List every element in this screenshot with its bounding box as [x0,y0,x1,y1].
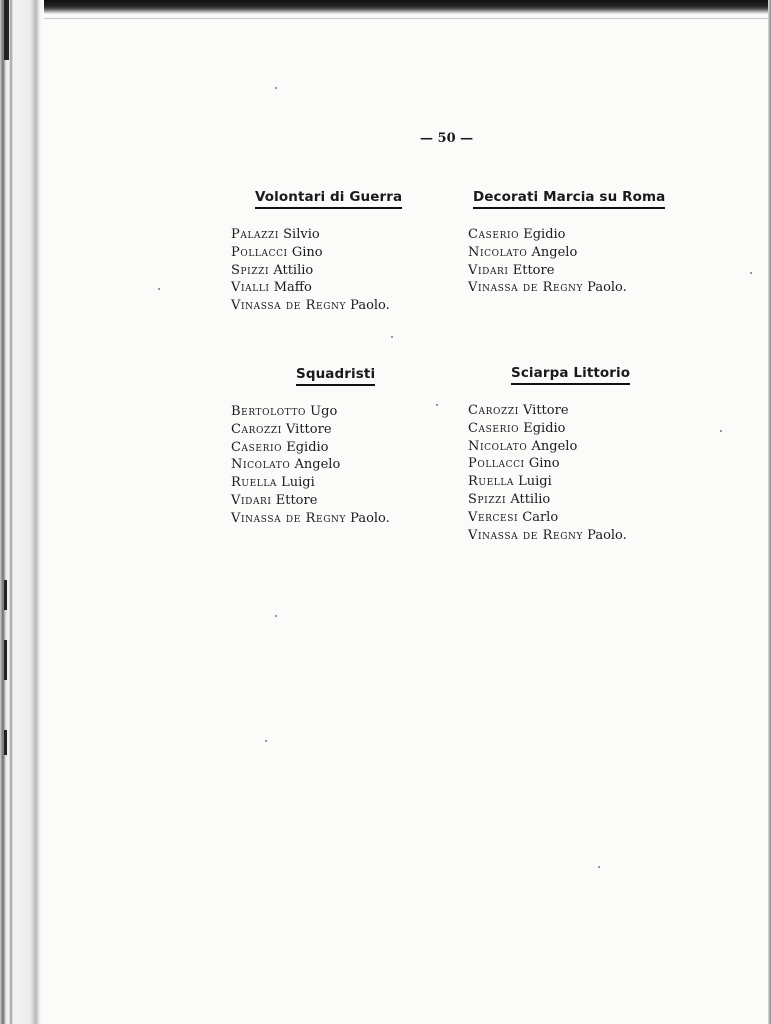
given-name: Paolo. [587,527,627,543]
list-item [468,402,630,420]
scan-speck [275,87,277,89]
surname: Vidari [468,262,509,278]
given-name: Paolo. [350,510,390,526]
given-name: Angelo [294,457,341,473]
list-item [231,403,390,421]
surname: Carozzi [231,421,282,437]
surname: Vinassa de Regny [468,280,584,296]
list-item [468,509,630,527]
scan-speck [436,404,438,406]
surname: Palazzi [231,227,279,242]
given-name: Luigi [281,475,315,491]
name-list [231,226,402,315]
scan-speck [275,615,277,617]
scan-left-shadow [4,580,7,610]
list-item [231,262,402,280]
scan-speck [720,430,722,432]
scan-left-edge [0,0,44,1024]
list-item [468,455,630,473]
surname: Nicolato [468,438,528,454]
scan-speck [750,272,752,274]
given-name: Angelo [531,438,578,454]
surname: Caserio [468,420,520,436]
given-name: Ettore [275,492,318,508]
surname: Caserio [468,227,520,242]
given-name: Gino [291,244,323,260]
list-item [231,421,390,439]
section-heading: Squadristi [296,366,375,386]
given-name: Attilio [510,491,551,507]
list-item [468,262,665,280]
surname: Spizzi [468,491,507,507]
list-item [231,244,402,262]
surname: Bertolotto [231,404,307,419]
list-item [468,473,630,491]
section-heading: Decorati Marcia su Roma [473,189,665,209]
list-item [468,527,630,545]
surname: Spizzi [231,262,270,278]
surname: Nicolato [468,244,528,260]
list-item [231,510,390,528]
given-name: Ettore [512,262,555,278]
list-item [231,279,402,297]
given-name: Maffo [273,280,312,296]
scan-left-shadow [4,640,7,680]
given-name: Egidio [523,420,566,436]
section-heading: Volontari di Guerra [255,189,402,209]
given-name: Vittore [286,421,332,437]
name-list [468,226,665,297]
section-heading: Sciarpa Littorio [511,365,630,385]
section-sciarpa-littorio [468,362,630,544]
surname: Carozzi [468,403,519,418]
surname: Vinassa de Regny [231,298,347,314]
surname: Nicolato [231,457,291,473]
scan-left-shadow [4,730,7,755]
list-item [231,474,390,492]
scan-top-rule [40,18,771,19]
surname: Pollacci [468,456,525,472]
scan-speck [158,288,160,290]
section-squadristi [231,363,390,528]
given-name: Egidio [286,439,329,455]
surname: Ruella [231,475,277,491]
given-name: Ugo [310,404,338,419]
surname: Vinassa de Regny [468,527,584,543]
list-item [468,491,630,509]
surname: Vercesi [468,509,519,525]
given-name: Luigi [518,474,552,490]
list-item [231,456,390,474]
given-name: Attilio [273,262,314,278]
given-name: Paolo. [587,280,627,296]
given-name: Gino [528,456,560,472]
page-number: — 50 — [420,131,474,146]
surname: Ruella [468,474,514,490]
scan-speck [265,740,267,742]
surname: Pollacci [231,244,288,260]
given-name: Paolo. [350,298,390,314]
list-item [468,226,665,244]
list-item [231,226,402,244]
scan-speck [598,866,600,868]
section-decorati-marcia-su-roma [468,186,665,297]
given-name: Carlo [522,509,559,525]
section-volontari-di-guerra [231,186,402,315]
surname: Vidari [231,492,272,508]
list-item [468,420,630,438]
given-name: Egidio [523,227,566,242]
list-item [468,438,630,456]
list-item [231,439,390,457]
given-name: Angelo [531,244,578,260]
scan-top-edge [0,0,771,14]
scan-left-shadow [4,0,9,60]
list-item [468,279,665,297]
given-name: Silvio [283,227,320,242]
scan-speck [391,336,393,338]
list-item [231,297,402,315]
surname: Vialli [231,280,270,296]
list-item [231,492,390,510]
list-item [468,244,665,262]
surname: Caserio [231,439,283,455]
name-list [231,403,390,528]
name-list [468,402,630,544]
given-name: Vittore [523,403,569,418]
surname: Vinassa de Regny [231,510,347,526]
